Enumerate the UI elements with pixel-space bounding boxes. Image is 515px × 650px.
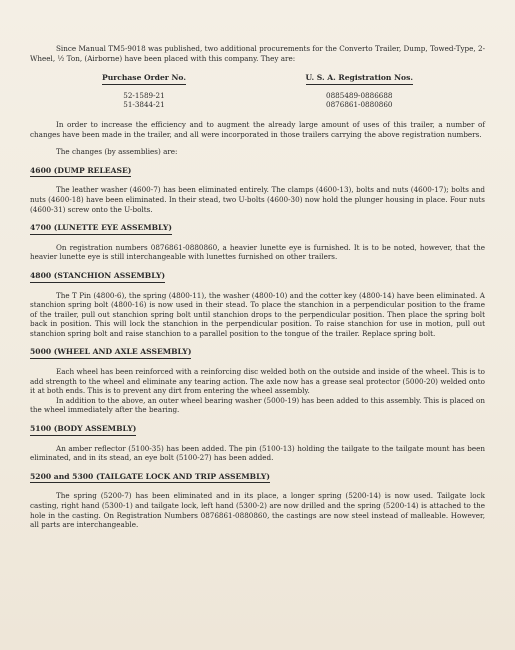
registration-value: 0885489-0886688: [326, 90, 393, 100]
registration-value: 0876861-0880860: [326, 100, 393, 110]
section-wheel-axle: [30, 338, 485, 415]
section-heading: 4700 (LUNETTE EYE ASSEMBLY): [30, 223, 172, 235]
section-paragraph: The spring (5200-7) has been eliminated and in its place, a longer spring (5200-14) is now used. Tailgate lock casting, right hand (5300-1) and tailgate lock, left hand (5300-2) are now drilled and the spring (5200-14) is attached to the hole in the casting. On Registration Numbers 0876861-0880860, the castings are now steel instead of malleable. However, all parts are interchangeable.: [30, 491, 485, 530]
registration-header: U. S. A. Registration Nos.: [306, 73, 413, 85]
registration-column: [306, 73, 413, 110]
purchase-order-value: 51-3844-21: [123, 100, 165, 110]
purchase-order-value: 52-1589-21: [123, 90, 165, 100]
section-lunette-eye: [30, 214, 485, 262]
section-heading: 5100 (BODY ASSEMBLY): [30, 424, 136, 436]
section-stanchion: [30, 262, 485, 339]
order-paragraph: In order to increase the efficiency and to augment the already large amount of uses of this trailer, a number of changes have been made in the trailer, and all were incorporated in those trailers carrying the above registration numbers.: [30, 119, 485, 139]
changes-intro: The changes (by assemblies) are:: [56, 147, 178, 157]
section-paragraph: On registration numbers 0876861-0880860, a heavier lunette eye is furnished. It is to be noted, however, that the heavier lunette eye is still interchangeable with lunettes furnished on other trailers.: [30, 242, 485, 262]
purchase-order-column: [102, 73, 186, 110]
intro-paragraph: Since Manual TM5-9018 was published, two additional procurements for the Converto Trailer, Dump, Towed-Type, 2-Wheel, ½ Ton, (Airborne) have been placed with this company. They are:: [30, 44, 485, 63]
section-paragraph: In addition to the above, an outer wheel bearing washer (5000-19) has been added to this assembly. This is placed on the wheel immediately after the bearing.: [30, 395, 485, 415]
section-heading: 4800 (STANCHION ASSEMBLY): [30, 271, 165, 283]
purchase-order-header: Purchase Order No.: [102, 73, 186, 85]
section-paragraph: The leather washer (4600-7) has been eliminated entirely. The clamps (4600-13), bolts and nuts (4600-17); bolts and nuts (4600-18) have been eliminated. In their stead, two U-bolts (4600-30) now hold the plunger housing in place. Four nuts (4600-31) screw onto the U-bolts.: [30, 185, 485, 214]
procurement-table: [30, 73, 485, 110]
section-paragraph: An amber reflector (5100-35) has been added. The pin (5100-13) holding the tailgate to the tailgate mount has been eliminated, and in its stead, an eye bolt (5100-27) has been added.: [30, 443, 485, 463]
section-heading: 4600 (DUMP RELEASE): [30, 166, 131, 178]
section-heading: 5200 and 5300 (TAILGATE LOCK AND TRIP ASSEMBLY): [30, 472, 270, 484]
section-paragraph: The T Pin (4800-6), the spring (4800-11), the washer (4800-10) and the cotter key (4800-14) have been eliminated. A stanchion spring bolt (4800-16) is now used in their stead. To place the stanchion in a perpendicular position to the frame of the trailer, pull out stanchion spring bolt until stanchion drops to the perpendicular position. Then place the spring bolt back in position. This will lock the stanchion in the perpendicular position. To raise stanchion for use in motion, pull out stanchion spring bolt and raise stanchion to a parallel position to the tongue of the trailer. Replace spring bolt.: [30, 290, 485, 338]
section-tailgate-lock: [30, 463, 485, 530]
section-heading: 5000 (WHEEL AND AXLE ASSEMBLY): [30, 347, 191, 359]
section-body-assembly: [30, 415, 485, 463]
section-paragraph: Each wheel has been reinforced with a reinforcing disc welded both on the outside and inside of the wheel. This is to add strength to the wheel and eliminate any tearing action. The axle now has a grease seal protector (5000-20) welded onto it at both ends. This is to prevent any dirt from entering the wheel assembly.: [30, 367, 485, 396]
section-dump-release: [30, 157, 485, 214]
